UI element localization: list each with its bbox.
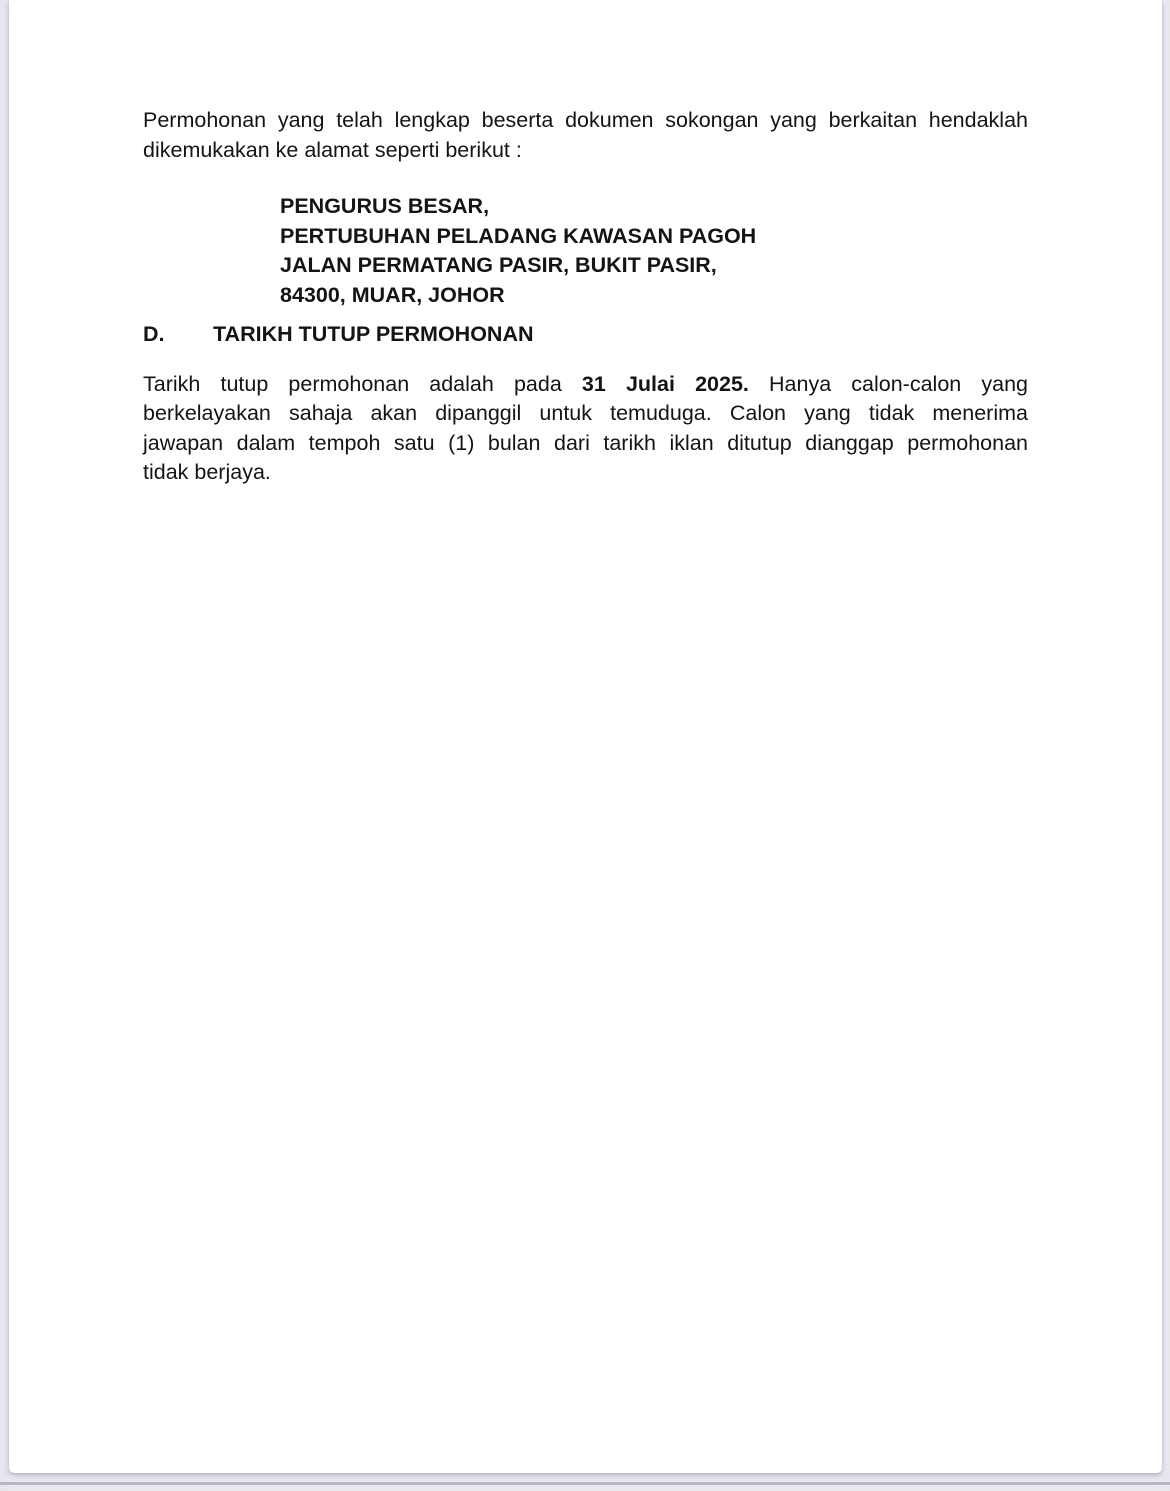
address-line: PERTUBUHAN PELADANG KAWASAN PAGOH — [280, 223, 757, 248]
closing-date-bold: 31 Julai 2025. — [581, 371, 749, 396]
address-block — [280, 192, 1028, 310]
closing-line: berkelayakan sahaja akan dipanggil untuk temuduga. Calon yang tidak menerima — [143, 401, 1028, 425]
closing-line — [143, 370, 1028, 400]
closing-line: jawapan dalam tempoh satu (1) bulan dari tarikh iklan ditutup dianggap permohonan — [143, 430, 1028, 455]
document-page — [9, 0, 1162, 1473]
section-label: D. — [143, 322, 165, 346]
page-content — [9, 0, 1162, 488]
closing-paragraph — [143, 370, 1028, 488]
address-line: PENGURUS BESAR, — [280, 194, 490, 218]
section-heading — [143, 320, 1028, 350]
intro-line: Permohonan yang telah lengkap beserta dokumen sokongan yang berkaitan hendaklah — [143, 108, 1028, 132]
address-line: JALAN PERMATANG PASIR, BUKIT PASIR, — [280, 253, 717, 277]
closing-line1-pre: Tarikh tutup permohonan adalah pada — [143, 371, 582, 396]
address-line: 84300, MUAR, JOHOR — [280, 282, 505, 307]
viewer-divider — [0, 1482, 1170, 1485]
intro-line: dikemukakan ke alamat seperti berikut : — [143, 137, 522, 162]
closing-line1-post: Hanya calon-calon yang — [748, 371, 1028, 396]
section-title: TARIKH TUTUP PERMOHONAN — [213, 322, 534, 346]
closing-line: tidak berjaya. — [143, 460, 271, 484]
intro-paragraph — [143, 106, 1028, 165]
